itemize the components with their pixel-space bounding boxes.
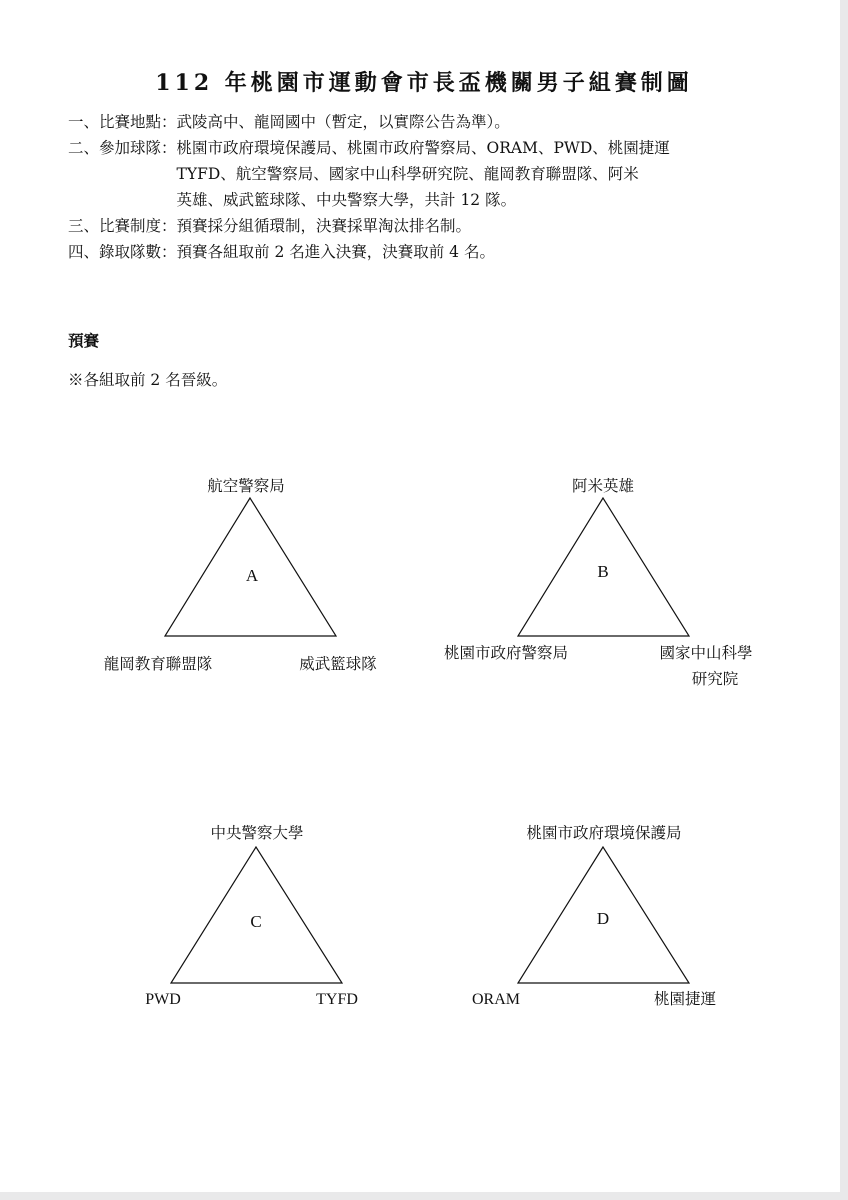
group-a xyxy=(104,477,377,673)
info-line: 武陵高中、龍岡國中（暫定，以實際公告為準）。 xyxy=(176,113,510,131)
group-a-left-team: 龍岡教育聯盟隊 xyxy=(103,655,213,673)
info-line: 預賽採分組循環制，決賽採單淘汰排名制。 xyxy=(176,217,472,235)
group-d-letter: D xyxy=(596,909,610,928)
preliminary-note: ※各組取前 2 名晉級。 xyxy=(68,371,228,389)
info-line: 英雄、威武籃球隊、中央警察大學，共計 12 隊。 xyxy=(176,191,517,209)
info-label: 三、比賽制度： xyxy=(68,217,177,235)
page-title: 112 年桃園市運動會市長盃機關男子組賽制圖 xyxy=(155,70,693,96)
group-c-right-team: TYFD xyxy=(316,991,358,1008)
preliminary-heading: 預賽 xyxy=(68,331,100,350)
group-a-right-team: 威武籃球隊 xyxy=(299,655,377,673)
info-label: 二、參加球隊： xyxy=(68,139,177,157)
group-d-top-team: 桃園市政府環境保護局 xyxy=(526,824,682,842)
info-label: 一、比賽地點： xyxy=(68,113,177,131)
group-c-top-team: 中央警察大學 xyxy=(210,824,304,842)
group-d-left-team: ORAM xyxy=(471,991,521,1008)
group-a-top-team: 航空警察局 xyxy=(207,477,285,495)
group-b-letter: B xyxy=(597,562,609,581)
group-c-left-team: PWD xyxy=(145,991,181,1008)
group-b-left-team: 桃園市政府警察局 xyxy=(443,644,569,662)
info-label: 四、錄取隊數： xyxy=(68,243,177,261)
group-d xyxy=(472,824,716,1008)
info-line: TYFD、航空警察局、國家中山科學研究院、龍岡教育聯盟隊、阿米 xyxy=(176,165,639,183)
group-b xyxy=(444,476,753,688)
group-a-letter: A xyxy=(245,566,259,585)
info-line: 桃園市政府環境保護局、桃園市政府警察局、ORAM、PWD、桃園捷運 xyxy=(176,139,670,157)
info-line: 預賽各組取前 2 名進入決賽，決賽取前 4 名。 xyxy=(176,243,495,261)
group-c-letter: C xyxy=(250,912,262,931)
group-b-right-team-line1: 國家中山科學 xyxy=(659,644,753,662)
group-d-right-team: 桃園捷運 xyxy=(653,990,717,1008)
group-b-right-team-line2: 研究院 xyxy=(691,670,739,688)
group-b-top-team: 阿米英雄 xyxy=(571,477,635,495)
group-c xyxy=(145,824,358,1008)
